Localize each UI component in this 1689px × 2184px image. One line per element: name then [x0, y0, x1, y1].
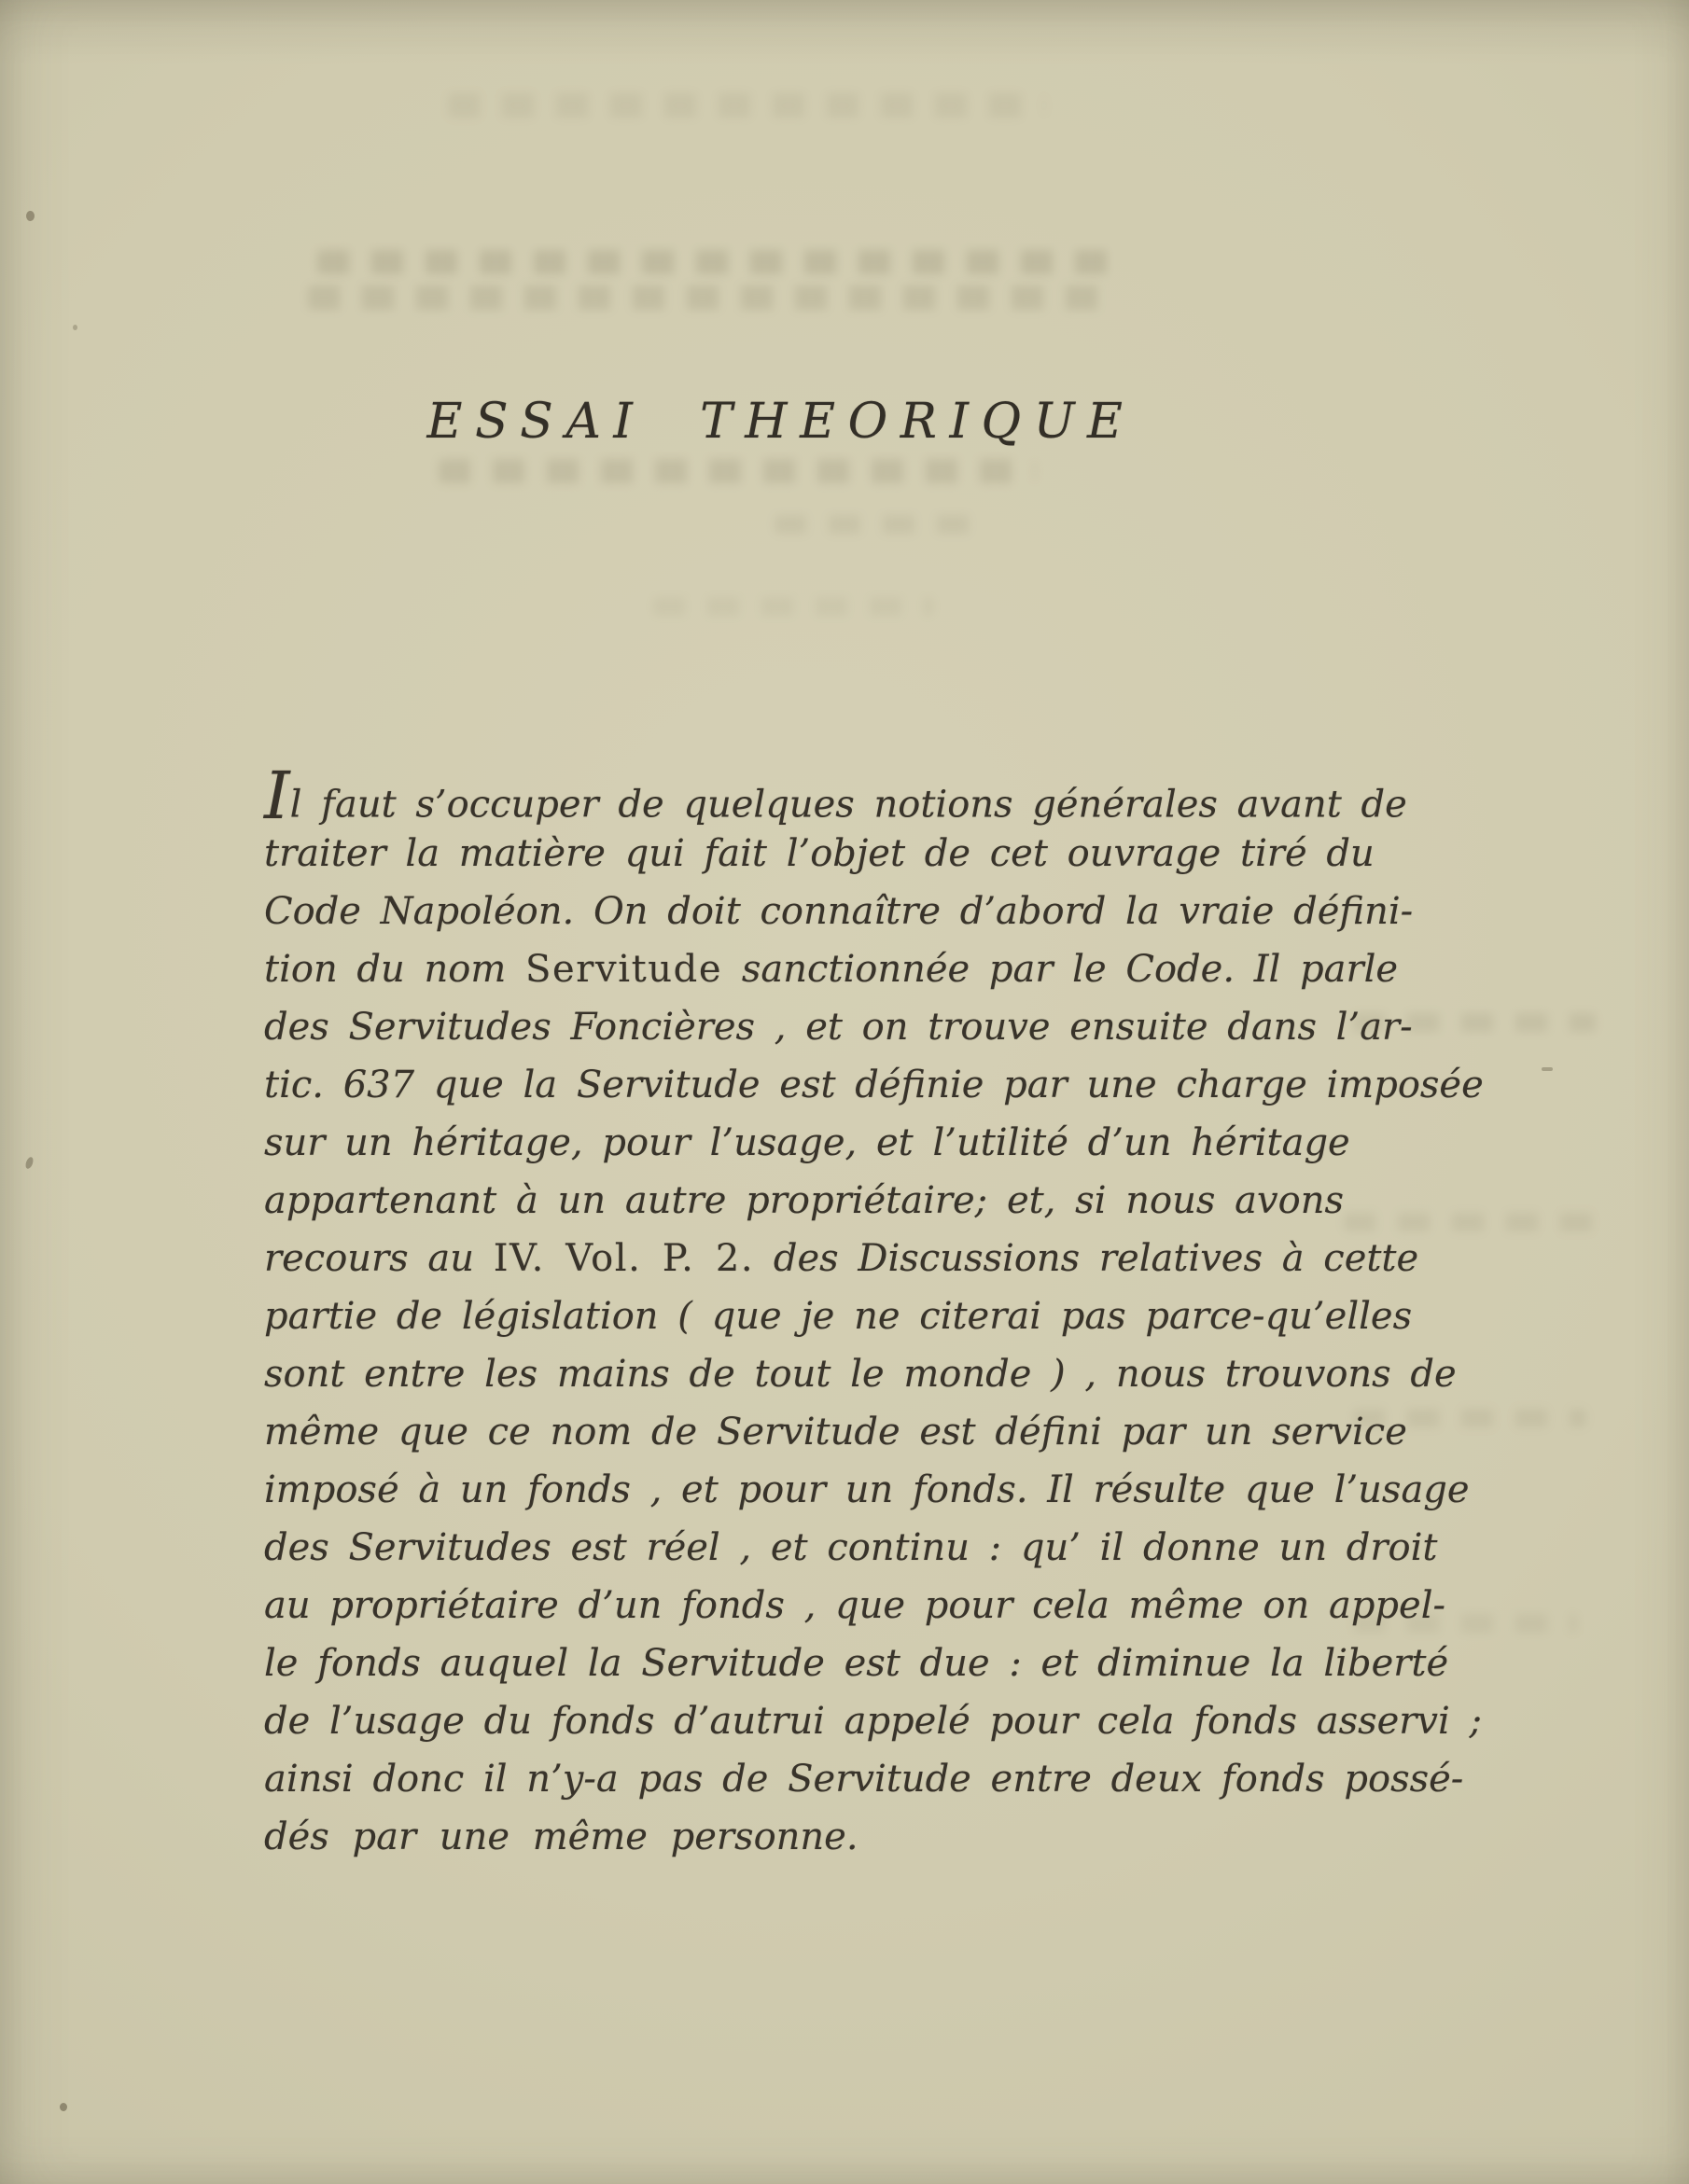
- body-line: de l’usage du fonds d’autrui appelé pour cela fonds asservi ;: [264, 1700, 1482, 1743]
- body-line-text: des Discussions relatives à cette: [754, 1237, 1419, 1280]
- body-line: même que ce nom de Servitude est défini par un service: [264, 1411, 1407, 1454]
- bleedthrough-smudge: [439, 459, 1036, 483]
- body-line: sur un héritage, pour l’usage, et l’utilité d’un héritage: [264, 1121, 1350, 1164]
- paper-speck: [1542, 1067, 1553, 1071]
- body-line: ainsi donc il n’y-a pas de Servitude entre deux fonds possé-: [264, 1758, 1464, 1801]
- bleedthrough-smudge: [1344, 1213, 1596, 1231]
- body-line: [264, 940, 1399, 998]
- page-title-text: ESSAI THEORIQUE: [426, 394, 1136, 450]
- body-line-text: sanctionnée par le Code. Il parle: [722, 948, 1399, 991]
- body-line: partie de législation ( que je ne citerai pas parce-qu’elles: [264, 1295, 1413, 1338]
- body-line: des Servitudes Foncières , et on trouve ensuite dans l’ar-: [264, 1006, 1413, 1049]
- roman-citation: IV. Vol. P. 2.: [493, 1237, 755, 1280]
- page-title: [0, 387, 1562, 457]
- body-line: au propriétaire d’un fonds , que pour cela même on appel-: [264, 1584, 1446, 1627]
- body-line: sont entre les mains de tout le monde ) , nous trouvons de: [264, 1353, 1457, 1396]
- body-line: imposé à un fonds , et pour un fonds. Il résulte que l’usage: [264, 1468, 1470, 1511]
- body-text: [264, 758, 1484, 1866]
- bleedthrough-smudge: [317, 250, 1110, 274]
- body-line-text: l faut s’occuper de quelques notions générales avant de: [289, 783, 1407, 827]
- bleedthrough-smudge: [653, 597, 933, 616]
- body-line-text: recours au: [264, 1237, 494, 1280]
- bleedthrough-smudge: [448, 93, 1045, 118]
- body-line: appartenant à un autre propriétaire; et, si nous avons: [264, 1179, 1344, 1222]
- body-line: tic. 637 que la Servitude est définie par une charge imposée: [264, 1064, 1484, 1106]
- drop-initial: I: [264, 758, 290, 834]
- paper-speck: [73, 325, 77, 330]
- bleedthrough-smudge: [775, 515, 980, 534]
- body-line: des Servitudes est réel , et continu : qu’ il donne un droit: [264, 1526, 1438, 1569]
- body-line: [264, 1230, 1419, 1287]
- paper-speck: [24, 1156, 35, 1170]
- bleedthrough-smudge: [308, 285, 1110, 310]
- roman-word: Servitude: [525, 948, 723, 991]
- body-line: le fonds auquel la Servitude est due : et diminue la liberté: [264, 1642, 1449, 1685]
- paper-speck: [26, 211, 35, 221]
- body-line: Code Napoléon. On doit connaître d’abord la vraie défini-: [264, 890, 1414, 933]
- body-line: traiter la matière qui fait l’objet de cet ouvrage tiré du: [264, 832, 1375, 875]
- body-line: dés par une même personne.: [264, 1815, 858, 1858]
- body-line-text: tion du nom: [264, 948, 525, 991]
- body-line: [264, 758, 1407, 834]
- paper-speck: [60, 2103, 67, 2111]
